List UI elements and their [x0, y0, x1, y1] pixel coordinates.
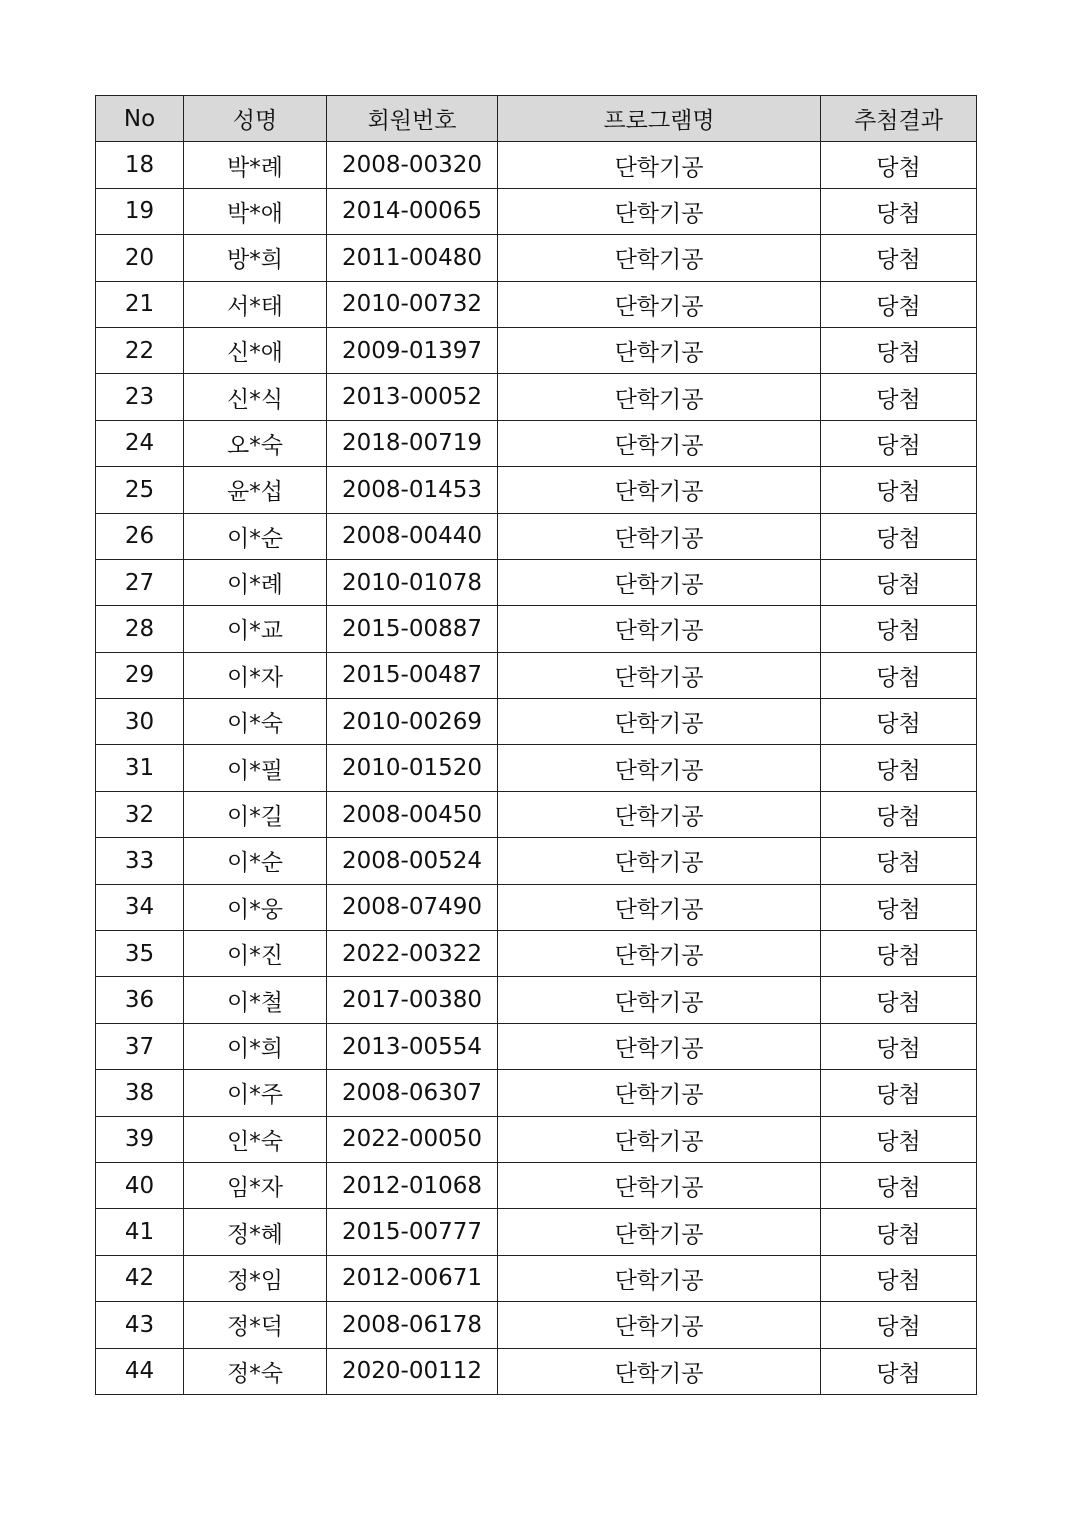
- cell-program: 단학기공: [498, 791, 821, 837]
- cell-member-id: 2010-00732: [327, 281, 498, 327]
- cell-result: 당첨: [821, 652, 977, 698]
- table-row: [96, 1302, 977, 1348]
- cell-member-id: 2013-00554: [327, 1023, 498, 1069]
- cell-member-id: 2014-00065: [327, 188, 498, 234]
- cell-name: 오*숙: [184, 420, 327, 466]
- cell-result: 당첨: [821, 1209, 977, 1255]
- cell-program: 단학기공: [498, 745, 821, 791]
- table-row: [96, 513, 977, 559]
- cell-program: 단학기공: [498, 1023, 821, 1069]
- cell-program: 단학기공: [498, 1348, 821, 1394]
- cell-result: 당첨: [821, 1255, 977, 1301]
- cell-result: 당첨: [821, 745, 977, 791]
- cell-no: 24: [96, 420, 184, 466]
- cell-no: 39: [96, 1116, 184, 1162]
- cell-result: 당첨: [821, 1116, 977, 1162]
- cell-result: 당첨: [821, 467, 977, 513]
- lottery-result-table: [95, 95, 977, 1395]
- table-row: [96, 1255, 977, 1301]
- cell-member-id: 2015-00487: [327, 652, 498, 698]
- cell-program: 단학기공: [498, 884, 821, 930]
- cell-name: 윤*섭: [184, 467, 327, 513]
- cell-member-id: 2009-01397: [327, 327, 498, 373]
- cell-program: 단학기공: [498, 1162, 821, 1208]
- cell-name: 이*웅: [184, 884, 327, 930]
- table-row: [96, 699, 977, 745]
- cell-result: 당첨: [821, 1302, 977, 1348]
- table-row: [96, 606, 977, 652]
- cell-member-id: 2012-00671: [327, 1255, 498, 1301]
- cell-no: 33: [96, 838, 184, 884]
- cell-name: 박*례: [184, 142, 327, 188]
- cell-no: 26: [96, 513, 184, 559]
- table-row: [96, 977, 977, 1023]
- table-row: [96, 1023, 977, 1069]
- cell-member-id: 2008-06178: [327, 1302, 498, 1348]
- cell-name: 정*임: [184, 1255, 327, 1301]
- header-result: 추첨결과: [821, 96, 977, 142]
- cell-program: 단학기공: [498, 142, 821, 188]
- table-row: [96, 188, 977, 234]
- cell-program: 단학기공: [498, 1070, 821, 1116]
- cell-name: 이*희: [184, 1023, 327, 1069]
- cell-name: 박*애: [184, 188, 327, 234]
- cell-no: 20: [96, 235, 184, 281]
- cell-no: 32: [96, 791, 184, 837]
- table-row: [96, 1348, 977, 1394]
- cell-result: 당첨: [821, 235, 977, 281]
- cell-name: 이*순: [184, 513, 327, 559]
- cell-name: 이*길: [184, 791, 327, 837]
- cell-member-id: 2008-06307: [327, 1070, 498, 1116]
- cell-name: 이*주: [184, 1070, 327, 1116]
- cell-member-id: 2020-00112: [327, 1348, 498, 1394]
- cell-no: 25: [96, 467, 184, 513]
- cell-result: 당첨: [821, 1070, 977, 1116]
- cell-result: 당첨: [821, 559, 977, 605]
- header-row: [96, 96, 977, 142]
- cell-member-id: 2008-00320: [327, 142, 498, 188]
- cell-name: 신*식: [184, 374, 327, 420]
- header-no: No: [96, 96, 184, 142]
- cell-member-id: 2015-00887: [327, 606, 498, 652]
- cell-program: 단학기공: [498, 327, 821, 373]
- cell-program: 단학기공: [498, 699, 821, 745]
- cell-program: 단학기공: [498, 606, 821, 652]
- table-row: [96, 327, 977, 373]
- table-row: [96, 745, 977, 791]
- table-row: [96, 1209, 977, 1255]
- cell-result: 당첨: [821, 1162, 977, 1208]
- cell-member-id: 2013-00052: [327, 374, 498, 420]
- cell-program: 단학기공: [498, 467, 821, 513]
- cell-no: 41: [96, 1209, 184, 1255]
- cell-name: 임*자: [184, 1162, 327, 1208]
- cell-result: 당첨: [821, 513, 977, 559]
- cell-name: 이*숙: [184, 699, 327, 745]
- table-row: [96, 420, 977, 466]
- cell-member-id: 2022-00322: [327, 931, 498, 977]
- cell-name: 이*교: [184, 606, 327, 652]
- table-row: [96, 1162, 977, 1208]
- cell-no: 18: [96, 142, 184, 188]
- cell-member-id: 2011-00480: [327, 235, 498, 281]
- cell-no: 22: [96, 327, 184, 373]
- cell-member-id: 2010-00269: [327, 699, 498, 745]
- cell-no: 44: [96, 1348, 184, 1394]
- header-name: 성명: [184, 96, 327, 142]
- cell-result: 당첨: [821, 931, 977, 977]
- cell-result: 당첨: [821, 884, 977, 930]
- cell-member-id: 2008-00440: [327, 513, 498, 559]
- table-row: [96, 374, 977, 420]
- cell-result: 당첨: [821, 420, 977, 466]
- cell-program: 단학기공: [498, 513, 821, 559]
- cell-no: 40: [96, 1162, 184, 1208]
- table-row: [96, 281, 977, 327]
- cell-name: 서*태: [184, 281, 327, 327]
- cell-no: 38: [96, 1070, 184, 1116]
- cell-no: 23: [96, 374, 184, 420]
- cell-member-id: 2008-01453: [327, 467, 498, 513]
- cell-name: 이*철: [184, 977, 327, 1023]
- table-body: [96, 142, 977, 1395]
- cell-program: 단학기공: [498, 1302, 821, 1348]
- cell-result: 당첨: [821, 188, 977, 234]
- table-row: [96, 235, 977, 281]
- cell-no: 43: [96, 1302, 184, 1348]
- table-row: [96, 838, 977, 884]
- cell-program: 단학기공: [498, 931, 821, 977]
- cell-member-id: 2008-07490: [327, 884, 498, 930]
- cell-program: 단학기공: [498, 188, 821, 234]
- cell-name: 신*애: [184, 327, 327, 373]
- header-program: 프로그램명: [498, 96, 821, 142]
- cell-no: 34: [96, 884, 184, 930]
- cell-no: 37: [96, 1023, 184, 1069]
- table-row: [96, 142, 977, 188]
- table-row: [96, 884, 977, 930]
- cell-result: 당첨: [821, 1023, 977, 1069]
- cell-program: 단학기공: [498, 235, 821, 281]
- cell-member-id: 2022-00050: [327, 1116, 498, 1162]
- cell-member-id: 2010-01078: [327, 559, 498, 605]
- table-row: [96, 1116, 977, 1162]
- cell-no: 31: [96, 745, 184, 791]
- cell-program: 단학기공: [498, 1255, 821, 1301]
- cell-member-id: 2012-01068: [327, 1162, 498, 1208]
- cell-member-id: 2010-01520: [327, 745, 498, 791]
- header-member-id: 회원번호: [327, 96, 498, 142]
- table-row: [96, 652, 977, 698]
- cell-name: 정*숙: [184, 1348, 327, 1394]
- cell-name: 방*희: [184, 235, 327, 281]
- cell-result: 당첨: [821, 838, 977, 884]
- cell-name: 이*진: [184, 931, 327, 977]
- cell-program: 단학기공: [498, 1116, 821, 1162]
- cell-program: 단학기공: [498, 374, 821, 420]
- cell-name: 정*혜: [184, 1209, 327, 1255]
- cell-result: 당첨: [821, 699, 977, 745]
- cell-no: 28: [96, 606, 184, 652]
- cell-no: 27: [96, 559, 184, 605]
- cell-no: 42: [96, 1255, 184, 1301]
- cell-result: 당첨: [821, 142, 977, 188]
- cell-result: 당첨: [821, 606, 977, 652]
- cell-program: 단학기공: [498, 838, 821, 884]
- table-row: [96, 791, 977, 837]
- cell-member-id: 2017-00380: [327, 977, 498, 1023]
- cell-program: 단학기공: [498, 652, 821, 698]
- cell-member-id: 2018-00719: [327, 420, 498, 466]
- cell-member-id: 2008-00450: [327, 791, 498, 837]
- cell-name: 이*자: [184, 652, 327, 698]
- table-row: [96, 1070, 977, 1116]
- cell-no: 30: [96, 699, 184, 745]
- table-row: [96, 559, 977, 605]
- cell-result: 당첨: [821, 374, 977, 420]
- cell-member-id: 2008-00524: [327, 838, 498, 884]
- cell-no: 19: [96, 188, 184, 234]
- cell-no: 36: [96, 977, 184, 1023]
- cell-name: 이*순: [184, 838, 327, 884]
- table-row: [96, 931, 977, 977]
- cell-program: 단학기공: [498, 1209, 821, 1255]
- cell-member-id: 2015-00777: [327, 1209, 498, 1255]
- cell-name: 인*숙: [184, 1116, 327, 1162]
- cell-no: 29: [96, 652, 184, 698]
- cell-program: 단학기공: [498, 559, 821, 605]
- cell-program: 단학기공: [498, 977, 821, 1023]
- table-header: [96, 96, 977, 142]
- cell-result: 당첨: [821, 1348, 977, 1394]
- cell-name: 정*덕: [184, 1302, 327, 1348]
- cell-result: 당첨: [821, 977, 977, 1023]
- cell-name: 이*례: [184, 559, 327, 605]
- cell-program: 단학기공: [498, 420, 821, 466]
- cell-result: 당첨: [821, 281, 977, 327]
- cell-result: 당첨: [821, 791, 977, 837]
- cell-no: 21: [96, 281, 184, 327]
- cell-result: 당첨: [821, 327, 977, 373]
- table-row: [96, 467, 977, 513]
- cell-name: 이*필: [184, 745, 327, 791]
- cell-program: 단학기공: [498, 281, 821, 327]
- cell-no: 35: [96, 931, 184, 977]
